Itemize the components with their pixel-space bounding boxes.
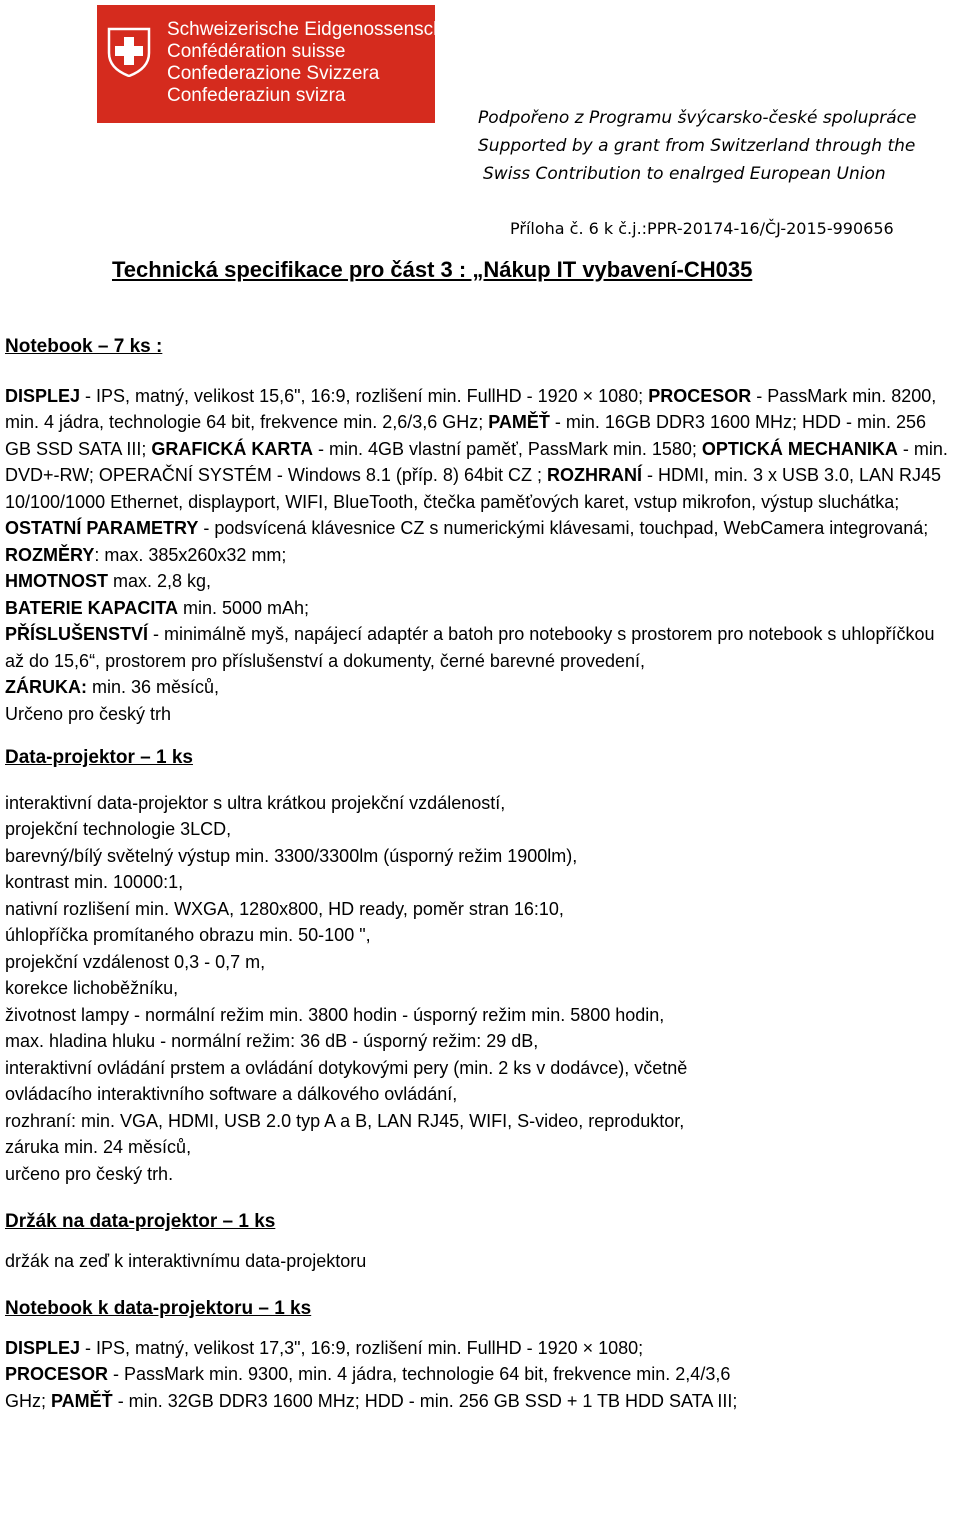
logo-line: Confederaziun svizra (167, 85, 346, 106)
projector-spec-line: kontrast min. 10000:1, (5, 872, 184, 892)
notebook-dimensions: ROZMĚRY: max. 385x260x32 mm; (5, 544, 287, 565)
notebook-accessories: PŘÍSLUŠENSTVÍ - minimálně myš, napájecí adaptér a batoh pro notebooky s prostorem pro notebook s uhlopříčkou až do 15,6“, prostorem pro příslušenství a dokumenty, černé barevné provedení, (5, 624, 935, 671)
projector-spec-line: interaktivní data-projektor s ultra krátkou projekční vzdáleností, (5, 792, 506, 813)
notebook-market: Určeno pro český trh (5, 703, 172, 724)
notebook2-spec-line: DISPLEJ - IPS, matný, velikost 17,3", 16:9, rozlišení min. FullHD - 1920 × 1080; (5, 1337, 644, 1358)
projector-spec-line: korekce lichoběžníku, (5, 978, 179, 998)
section-heading-holder: Držák na data-projektor – 1 ks (5, 1211, 276, 1232)
grant-line: Swiss Contribution to enalrged European Union (483, 164, 886, 184)
notebook-warranty: ZÁRUKA: min. 36 měsíců, (5, 677, 220, 697)
projector-spec-line: barevný/bílý světelný výstup min. 3300/3300lm (úsporný režim 1900lm), (5, 845, 578, 866)
document-title: Technická specifikace pro část 3 : „Nákup IT vybavení-CH035 (112, 257, 753, 282)
notebook-weight: HMOTNOST max. 2,8 kg, (5, 571, 212, 591)
projector-spec-line: max. hladina hluku - normální režim: 36 dB - úsporný režim: 29 dB, (5, 1031, 539, 1051)
logo-line: Schweizerische Eidgenossenschaft (167, 19, 465, 40)
section-heading-notebook: Notebook – 7 ks : (5, 336, 163, 357)
projector-spec-line: úhlopříčka promítaného obrazu min. 50-100 ", (5, 925, 371, 945)
logo-text (167, 19, 465, 107)
swiss-confederation-logo (97, 5, 465, 123)
notebook2-spec-line: PROCESOR - PassMark min. 9300, min. 4 jádra, technologie 64 bit, frekvence min. 2,4/3,6 (5, 1364, 731, 1384)
projector-spec-line: životnost lampy - normální režim min. 3800 hodin - úsporný režim min. 5800 hodin, (5, 1004, 665, 1025)
notebook-battery: BATERIE KAPACITA min. 5000 mAh; (5, 597, 310, 618)
projector-spec-line: ovládacího interaktivního software a dálkového ovládání, (5, 1084, 458, 1104)
notebook2-spec-line: GHz; PAMĚŤ - min. 32GB DDR3 1600 MHz; HDD - min. 256 GB SSD + 1 TB HDD SATA III; (5, 1390, 738, 1411)
grant-line: Supported by a grant from Switzerland through the (478, 136, 916, 156)
notebook-other-params: OSTATNÍ PARAMETRY - podsvícená klávesnice CZ s numerickými klávesami, touchpad, WebCamera integrovaná; (5, 518, 929, 538)
projector-spec-line: projekční technologie 3LCD, (5, 819, 232, 839)
notebook-spec-paragraph: DISPLEJ - IPS, matný, velikost 15,6", 16:9, rozlišení min. FullHD - 1920 × 1080; PROCESOR - PassMark min. 8200, min. 4 jádra, technologie 64 bit, frekvence min. 2,6/3,6 GHz; PAMĚŤ - min. 16GB DDR3 1600 MHz; HDD - min. 256 GB SSD SATA III; GRAFICKÁ KARTA - min. 4GB vlastní paměť, PassMark min. 1580; OPTICKÁ MECHANIKA - min. DVD+-RW; OPERAČNÍ SYSTÉM - Windows 8.1 (příp. 8) 64bit CZ ; ROZHRANÍ - HDMI, min. 3 x USB 3.0, LAN RJ45 10/100/1000 Ethernet, displayport, WIFI, BlueTooth, čtečka paměťových karet, vstup mikrofon, výstup sluchátka; (5, 385, 948, 512)
document-body (5, 334, 955, 1414)
grant-line: Podpořeno z Programu švýcarsko-české spolupráce (478, 108, 917, 128)
grant-notice (478, 104, 916, 188)
attachment-reference: Příloha č. 6 k č.j.:PPR-20174-16/ČJ-2015-990656 (510, 219, 894, 238)
holder-description: držák na zeď k interaktivnímu data-projektoru (5, 1250, 367, 1271)
projector-spec-line: interaktivní ovládání prstem a ovládání dotykovými pery (min. 2 ks v dodávce), včetně (5, 1057, 688, 1078)
logo-line: Confederazione Svizzera (167, 63, 380, 84)
projector-spec-line: určeno pro český trh. (5, 1163, 174, 1184)
projector-spec-line: záruka min. 24 měsíců, (5, 1137, 192, 1157)
swiss-cross-icon (107, 27, 151, 77)
projector-spec-line: nativní rozlišení min. WXGA, 1280x800, HD ready, poměr stran 16:10, (5, 898, 564, 919)
projector-spec-line: rozhraní: min. VGA, HDMI, USB 2.0 typ A a B, LAN RJ45, WIFI, S-video, reproduktor, (5, 1110, 685, 1131)
section-heading-notebook2: Notebook k data-projektoru – 1 ks (5, 1298, 312, 1319)
logo-line: Confédération suisse (167, 41, 346, 62)
section-heading-projector: Data-projektor – 1 ks (5, 747, 193, 768)
projector-spec-line: projekční vzdálenost 0,3 - 0,7 m, (5, 951, 266, 972)
